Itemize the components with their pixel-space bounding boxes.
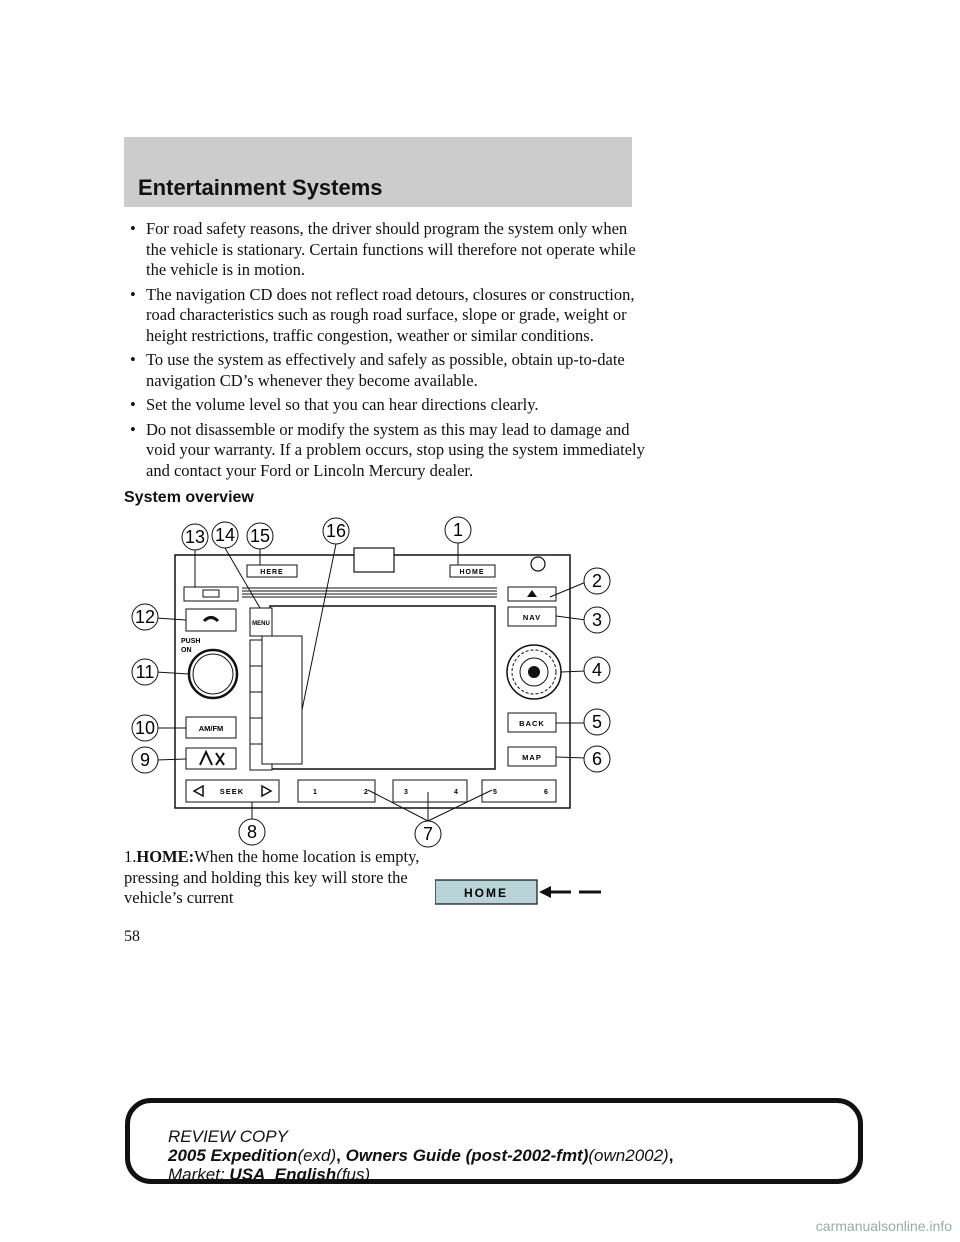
footer-market: USA_English: [229, 1165, 337, 1184]
bullet-item: • Set the volume level so that you can hear directions clearly.: [130, 395, 650, 416]
callout-6: 6: [591, 749, 603, 769]
review-copy-footer: REVIEW COPY 2005 Expedition(exd), Owners Guide (post-2002-fmt)(own2002), Market: USA_English(fus): [125, 1098, 863, 1184]
callout-2: 2: [591, 571, 603, 591]
push-on-label-1: PUSH: [181, 638, 201, 645]
callout-10: 10: [134, 718, 156, 738]
bullet-item: • To use the system as effectively and safely as possible, obtain up-to-date navigation CD’s whenever they become available.: [130, 350, 650, 391]
preset-label: 4: [454, 789, 458, 796]
sound-button: [186, 748, 236, 769]
preset-label: 5: [493, 789, 497, 796]
here-button-label: HERE: [260, 569, 284, 576]
callout-16: 16: [325, 521, 347, 541]
preset-label: 2: [364, 789, 368, 796]
bullet-item: • The navigation CD does not reflect road detours, closures or construction, road characteristics such as rough road surface, slope or grade, weight or height restrictions, traffic congestion, weather or similar conditions.: [130, 285, 650, 347]
home-description: [124, 847, 424, 909]
section-header-band: [124, 137, 632, 207]
seek-button-label: SEEK: [219, 787, 245, 796]
callout-1: 1: [452, 520, 464, 540]
phone-button: [186, 609, 236, 631]
section-title: System overview: [124, 489, 254, 506]
safety-bullet-list: [130, 219, 650, 485]
preset-label: 3: [404, 789, 408, 796]
page-number: 58: [124, 928, 140, 945]
callout-4: 4: [591, 660, 603, 680]
preset-label: 1: [313, 789, 317, 796]
description-text: When the home location is empty, pressing and holding this key will store the vehicle’s current: [124, 847, 420, 907]
callout-3: 3: [591, 610, 603, 630]
description-term: HOME:: [136, 847, 195, 866]
callout-15: 15: [249, 526, 271, 546]
callout-12: 12: [134, 607, 156, 627]
volume-knob: [189, 650, 237, 698]
footer-guide-code: (own2002): [588, 1146, 669, 1165]
footer-guide: Owners Guide (post-2002-fmt): [345, 1146, 589, 1165]
preset-label: 6: [544, 789, 548, 796]
map-button-label: MAP: [522, 753, 542, 762]
bullet-item: • For road safety reasons, the driver should program the system only when the vehicle is stationary. Certain functions will therefore not operate while the vehicle is in motion.: [130, 219, 650, 281]
footer-market-code: (fus): [336, 1165, 371, 1184]
callout-5: 5: [591, 712, 603, 732]
home-button-diagram-label: HOME: [459, 569, 485, 576]
display-screen: [270, 606, 495, 769]
home-button-illustration: [435, 874, 615, 910]
callout-11: 11: [135, 662, 155, 682]
footer-market-label: Market:: [168, 1165, 225, 1184]
home-button-label: HOME: [464, 886, 508, 900]
section-header-title: Entertainment Systems: [138, 175, 383, 200]
callout-13: 13: [184, 527, 206, 547]
callout-9: 9: [139, 750, 151, 770]
callout-8: 8: [246, 822, 258, 842]
push-on-label-2: ON: [181, 647, 192, 654]
amfm-button-label: AM/FM: [198, 724, 224, 733]
callout-14: 14: [214, 525, 236, 545]
back-button-label: BACK: [519, 719, 545, 728]
bullet-item: • Do not disassemble or modify the system as this may lead to damage and void your warranty. If a problem occurs, stop using the system immediately and contact your Ford or Lincoln Mercury dealer.: [130, 420, 650, 482]
footer-review-copy: REVIEW COPY: [168, 1127, 288, 1146]
system-overview-diagram: [120, 510, 620, 850]
watermark: carmanualsonline.info: [815, 1218, 952, 1234]
nav-button-label: NAV: [522, 613, 542, 622]
menu-button-label: MENU: [252, 621, 270, 627]
description-number: 1.: [124, 847, 137, 866]
footer-model-code: (exd): [297, 1146, 337, 1165]
footer-model: 2005 Expedition: [168, 1146, 298, 1165]
callout-7: 7: [422, 824, 434, 844]
